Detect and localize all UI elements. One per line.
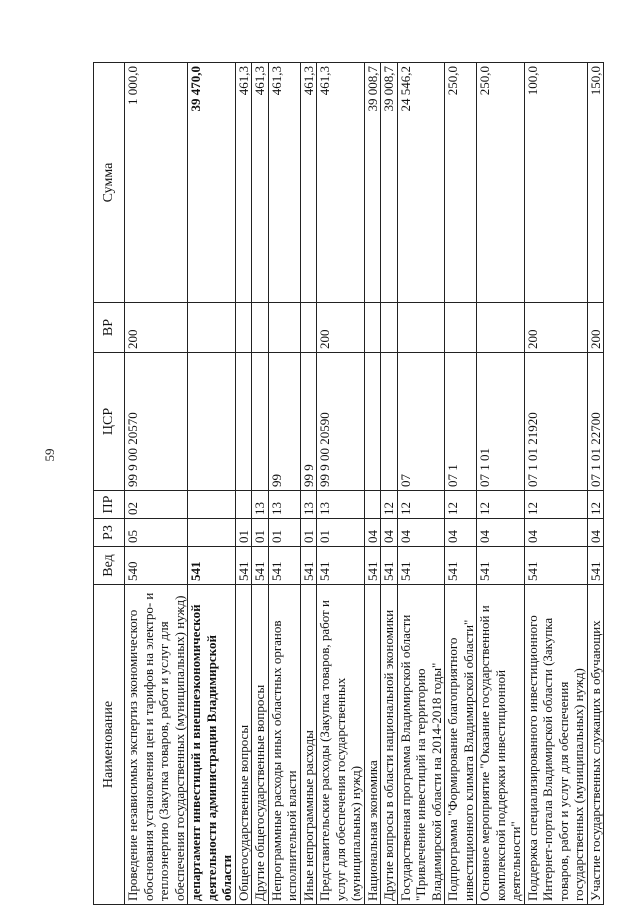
row-pr: 12 <box>397 491 445 519</box>
row-ved: 541 <box>300 547 317 585</box>
row-vr: 200 <box>587 303 604 353</box>
row-name: Поддержка специализированного инвестиционного Интернет-портала Владимирской области (Закупка товаров, работ и услуг для обеспечения государственных (муниципальных) нужд) <box>524 585 587 905</box>
row-rz: 01 <box>235 519 252 547</box>
row-rz: 01 <box>268 519 300 547</box>
row-pr: 12 <box>524 491 587 519</box>
row-vr <box>235 303 252 353</box>
table-row <box>268 63 300 905</box>
table-row <box>235 63 252 905</box>
row-vr <box>445 303 477 353</box>
row-rz: 01 <box>252 519 269 547</box>
rotated-page <box>93 63 603 905</box>
page-number: 59 <box>42 448 57 462</box>
row-vr <box>381 303 398 353</box>
row-ved: 541 <box>381 547 398 585</box>
row-pr: 13 <box>317 491 365 519</box>
table-row <box>445 63 477 905</box>
header-pr: ПР <box>94 491 125 519</box>
row-csr <box>188 353 236 491</box>
row-name: Непрограммные расходы иных областных органов исполнительной власти <box>268 585 300 905</box>
row-ved: 541 <box>477 547 525 585</box>
row-rz: 04 <box>364 519 381 547</box>
row-name: Проведение независимых экспертиз экономического обоснования установления цен и тарифов на электро- и теплоэнергию (Закупка товаров, работ и услуг для обеспечения государственных (муниципальных) нужд) <box>125 585 188 905</box>
row-csr <box>235 353 252 491</box>
row-csr <box>364 353 381 491</box>
row-pr: 13 <box>300 491 317 519</box>
row-ved: 541 <box>524 547 587 585</box>
row-vr <box>397 303 445 353</box>
row-pr <box>364 491 381 519</box>
table-row <box>317 63 365 905</box>
row-ved: 541 <box>317 547 365 585</box>
row-csr: 07 <box>397 353 445 491</box>
row-rz: 01 <box>317 519 365 547</box>
row-ved: 541 <box>252 547 269 585</box>
row-sum: 150,0 <box>587 63 604 303</box>
row-name: Подпрограмма "Формирование благоприятного инвестиционного климата Владимирской области" <box>445 585 477 905</box>
row-name: Другие вопросы в области национальной экономики <box>381 585 398 905</box>
row-sum: 461,3 <box>235 63 252 303</box>
row-csr: 99 <box>268 353 300 491</box>
row-ved: 541 <box>364 547 381 585</box>
row-vr <box>188 303 236 353</box>
row-vr <box>364 303 381 353</box>
row-vr: 200 <box>317 303 365 353</box>
row-ved: 541 <box>587 547 604 585</box>
row-pr: 13 <box>268 491 300 519</box>
row-name: Национальная экономика <box>364 585 381 905</box>
header-csr: ЦСР <box>94 353 125 491</box>
row-pr: 13 <box>252 491 269 519</box>
row-ved: 541 <box>268 547 300 585</box>
table-row <box>524 63 587 905</box>
row-csr: 99 9 00 20570 <box>125 353 188 491</box>
row-sum: 461,3 <box>300 63 317 303</box>
row-rz: 05 <box>125 519 188 547</box>
row-name: Представительские расходы (Закупка товаров, работ и услуг для обеспечения государственных (муниципальных) нужд) <box>317 585 365 905</box>
row-sum: 250,0 <box>477 63 525 303</box>
row-pr <box>188 491 236 519</box>
row-vr <box>300 303 317 353</box>
row-pr <box>235 491 252 519</box>
row-sum: 461,3 <box>252 63 269 303</box>
row-csr: 07 1 <box>445 353 477 491</box>
row-rz: 01 <box>300 519 317 547</box>
header-row <box>94 63 125 905</box>
row-vr: 200 <box>125 303 188 353</box>
row-rz: 04 <box>445 519 477 547</box>
row-pr: 12 <box>381 491 398 519</box>
row-ved: 541 <box>397 547 445 585</box>
row-csr: 07 1 01 22700 <box>587 353 604 491</box>
row-sum: 1 000,0 <box>125 63 188 303</box>
row-sum: 250,0 <box>445 63 477 303</box>
row-sum: 39 008,7 <box>364 63 381 303</box>
table-row <box>125 63 188 905</box>
row-ved: 540 <box>125 547 188 585</box>
row-vr <box>252 303 269 353</box>
row-rz: 04 <box>477 519 525 547</box>
row-csr: 07 1 01 <box>477 353 525 491</box>
row-csr: 99 9 <box>300 353 317 491</box>
row-name: департамент инвестиций и внешнеэкономической деятельности администрации Владимирской области <box>188 585 236 905</box>
row-rz: 04 <box>524 519 587 547</box>
row-pr: 12 <box>477 491 525 519</box>
row-name: Другие общегосударственные вопросы <box>252 585 269 905</box>
row-sum: 39 008,7 <box>381 63 398 303</box>
row-vr <box>477 303 525 353</box>
row-csr: 07 1 01 21920 <box>524 353 587 491</box>
row-rz <box>188 519 236 547</box>
row-sum: 100,0 <box>524 63 587 303</box>
row-sum: 461,3 <box>268 63 300 303</box>
header-sum: Сумма <box>94 63 125 303</box>
row-name: Участие государственных служащих в обучающих <box>587 585 604 905</box>
row-csr <box>252 353 269 491</box>
row-csr: 99 9 00 20590 <box>317 353 365 491</box>
row-rz: 04 <box>587 519 604 547</box>
row-ved: 541 <box>235 547 252 585</box>
budget-table <box>93 62 604 905</box>
table-row <box>188 63 236 905</box>
table-row <box>587 63 604 905</box>
row-rz: 04 <box>381 519 398 547</box>
row-pr: 12 <box>445 491 477 519</box>
header-name: Наименование <box>94 585 125 905</box>
row-name: Общегосударственные вопросы <box>235 585 252 905</box>
row-name: Иные непрограммные расходы <box>300 585 317 905</box>
row-pr: 12 <box>587 491 604 519</box>
header-ved: Вед <box>94 547 125 585</box>
row-name: Основное мероприятие "Оказание государственной и комплексной поддержки инвестиционной деятельности" <box>477 585 525 905</box>
row-sum: 24 546,2 <box>397 63 445 303</box>
row-ved: 541 <box>445 547 477 585</box>
table-row <box>477 63 525 905</box>
table-row <box>252 63 269 905</box>
table-row <box>381 63 398 905</box>
row-vr: 200 <box>524 303 587 353</box>
table-row <box>364 63 381 905</box>
row-sum: 461,3 <box>317 63 365 303</box>
row-csr <box>381 353 398 491</box>
row-vr <box>268 303 300 353</box>
row-sum: 39 470,0 <box>188 63 236 303</box>
table-row <box>397 63 445 905</box>
row-name: Государственная программа Владимирской области "Привлечение инвестиций на территорию Владимирской области на 2014-2018 годы" <box>397 585 445 905</box>
row-pr: 02 <box>125 491 188 519</box>
row-ved: 541 <box>188 547 236 585</box>
table-row <box>300 63 317 905</box>
header-vr: ВР <box>94 303 125 353</box>
row-rz: 04 <box>397 519 445 547</box>
header-rz: РЗ <box>94 519 125 547</box>
